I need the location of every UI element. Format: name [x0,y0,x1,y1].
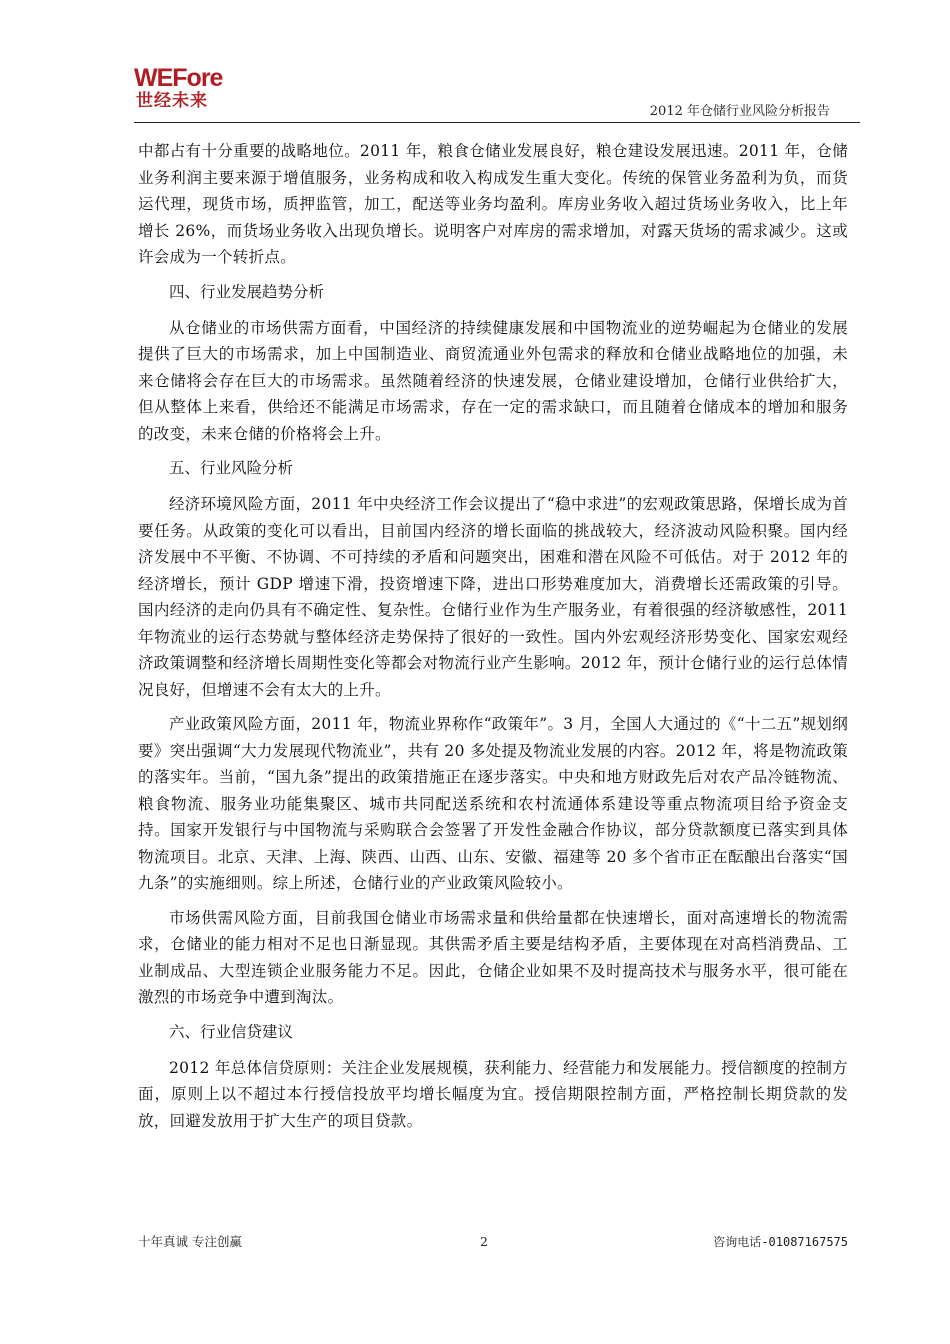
intro-paragraph: 中都占有十分重要的战略地位。2011 年，粮食仓储业发展良好，粮仓建设发展迅速。2011 年，仓储业务利润主要来源于增值服务，业务构成和收入构成发生重大变化。传统的保管业务盈利为负，而货运代理，现货市场，质押监管，加工，配送等业务均盈利。库房业务收入超过货场业务收入，比上年增长 26%，而货场业务收入出现负增长。说明客户对库房的需求增加，对露天货场的需求减少。这或许会成为一个转折点。 [138,142,848,266]
economic-risk-paragraph: 经济环境风险方面，2011 年中央经济工作会议提出了“稳中求进”的宏观政策思路，保增长成为首要任务。从政策的变化可以看出，目前国内经济的增长面临的挑战较大，经济波动风险积聚。国内经济发展中不平衡、不协调、不可持续的矛盾和问题突出，困难和潜在风险不可低估。对于 2012 年的经济增长，预计 GDP 增速下滑，投资增速下降，进出口形势难度加大，消费增长还需政策的引导。国内经济的走向仍具有不确定性、复杂性。仓储行业作为生产服务业，有着很强的经济敏感性，2011 年物流业的运行态势就与整体经济走势保持了很好的一致性。国内外宏观经济形势变化、国家宏观经济政策调整和经济增长周期性变化等都会对物流行业产生影响。2012 年，预计仓储行业的运行总体情况良好，但增速不会有太大的上升。 [138,495,848,699]
page-number: 2 [480,1234,488,1249]
policy-risk-paragraph: 产业政策风险方面，2011 年，物流业界称作“政策年”。3 月，全国人大通过的《“十二五”规划纲要》突出强调“大力发展现代物流业”，共有 20 多处提及物流业发展的内容。2012 年，将是物流政策的落实年。当前，“国九条”提出的政策措施正在逐步落实。中央和地方财政先后对农产品冷链物流、粮食物流、服务业功能集聚区、城市共同配送系统和农村流通体系建设等重点物流项目给予资金支持。国家开发银行与中国物流与采购联合会签署了开发性金融合作协议，部分贷款额度已落实到具体物流项目。北京、天津、上海、陕西、山西、山东、安徽、福建等 20 多个省市正在酝酿出台落实“国九条”的实施细则。综上所述，仓储行业的产业政策风险较小。 [138,715,848,892]
section-heading-trend: 四、行业发展趋势分析 [169,282,325,301]
company-logo [134,64,244,114]
document-body [138,138,848,1142]
section-heading-credit: 六、行业信贷建议 [169,1022,294,1041]
market-risk-paragraph: 市场供需风险方面，目前我国仓储业市场需求量和供给量都在快速增长，面对高速增长的物流需求，仓储业的能力相对不足也日渐显现。其供需矛盾主要是结构矛盾，主要体现在对高档消费品、工业制成品、大型连锁企业服务能力不足。因此，仓储企业如果不及时提高技术与服务水平，很可能在激烈的市场竞争中遭到淘汰。 [138,908,848,1006]
report-header-title: 2012 年仓储行业风险分析报告 [649,104,830,119]
trend-paragraph: 从仓储业的市场供需方面看，中国经济的持续健康发展和中国物流业的逆势崛起为仓储业的发展提供了巨大的市场需求，加上中国制造业、商贸流通业外包需求的释放和仓储业战略地位的加强，未来仓储将会存在巨大的市场需求。虽然随着经济的快速发展，仓储业建设增加，仓储行业供给扩大，但从整体上来看，供给还不能满足市场需求，存在一定的需求缺口，而且随着仓储成本的增加和服务的改变，未来仓储的价格将会上升。 [138,318,848,443]
section-heading-risk: 五、行业风险分析 [169,459,294,477]
footer-slogan: 十年真诚 专注创赢 [138,1234,242,1249]
logo-english-text: WEFore [134,64,223,92]
credit-advice-paragraph: 2012 年总体信贷原则：关注企业发展规模，获利能力、经营能力和发展能力。授信额度的控制方面，原则上以不超过本行授信投放平均增长幅度为宜。授信期限控制方面，严格控制长期贷款的发放，回避发放用于扩大生产的项目贷款。 [138,1058,848,1130]
logo-chinese-text: 世经未来 [136,91,208,111]
header-divider [134,122,860,123]
footer-contact: 咨询电话-01087167575 [713,1235,848,1249]
